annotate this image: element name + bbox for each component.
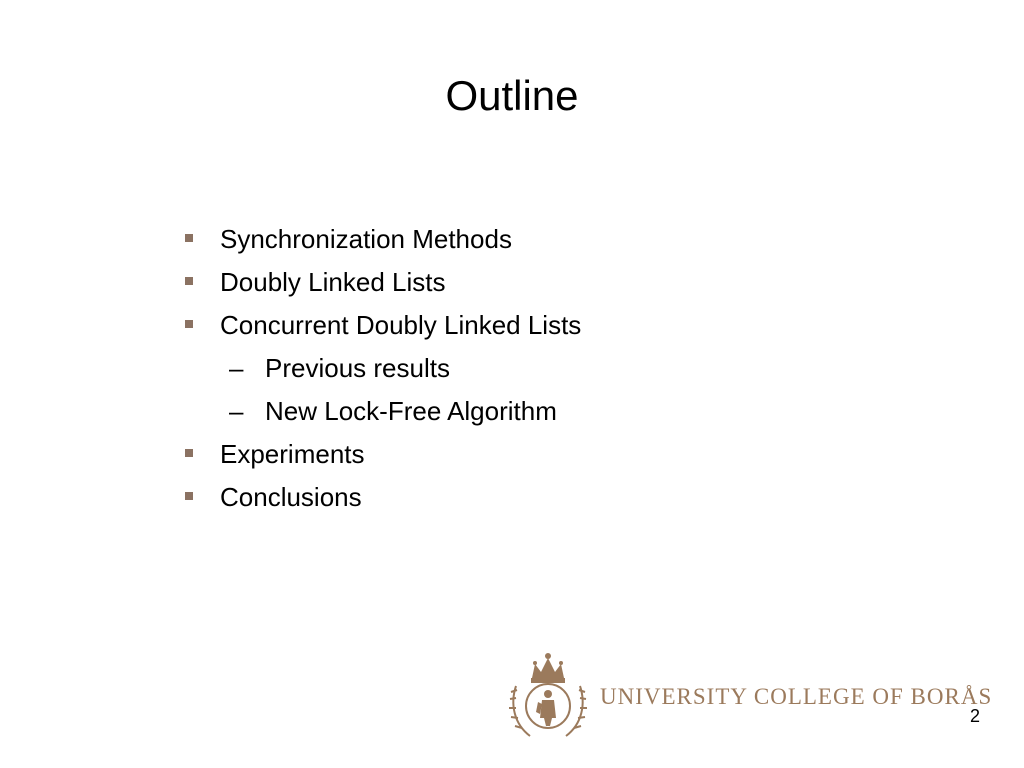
bullet-item xyxy=(180,433,581,476)
footer-logo xyxy=(508,648,1008,740)
square-bullet-icon xyxy=(185,277,193,285)
dash-bullet-icon: – xyxy=(229,396,244,426)
bullet-item xyxy=(180,304,581,347)
square-bullet-icon xyxy=(185,234,193,242)
dash-bullet-icon: – xyxy=(229,353,244,383)
bullet-item xyxy=(180,218,581,261)
sub-bullet-item xyxy=(180,390,581,433)
bullet-text: Doubly Linked Lists xyxy=(220,267,446,297)
crown-seal-icon xyxy=(508,648,588,740)
bullet-list xyxy=(180,218,581,519)
bullet-text: Previous results xyxy=(265,353,450,383)
page-number: 2 xyxy=(969,706,980,726)
bullet-item xyxy=(180,261,581,304)
bullet-text: Conclusions xyxy=(220,482,362,512)
square-bullet-icon xyxy=(185,492,193,500)
bullet-text: New Lock-Free Algorithm xyxy=(265,396,557,426)
square-bullet-icon xyxy=(185,320,193,328)
square-bullet-icon xyxy=(185,449,193,457)
bullet-text: Synchronization Methods xyxy=(220,224,512,254)
slide-title: Outline xyxy=(445,72,579,119)
bullet-text: Experiments xyxy=(220,439,365,469)
sub-bullet-item xyxy=(180,347,581,390)
university-brand-text: UNIVERSITY COLLEGE OF BORÅS xyxy=(600,684,993,709)
bullet-item xyxy=(180,476,581,519)
bullet-text: Concurrent Doubly Linked Lists xyxy=(220,310,582,340)
